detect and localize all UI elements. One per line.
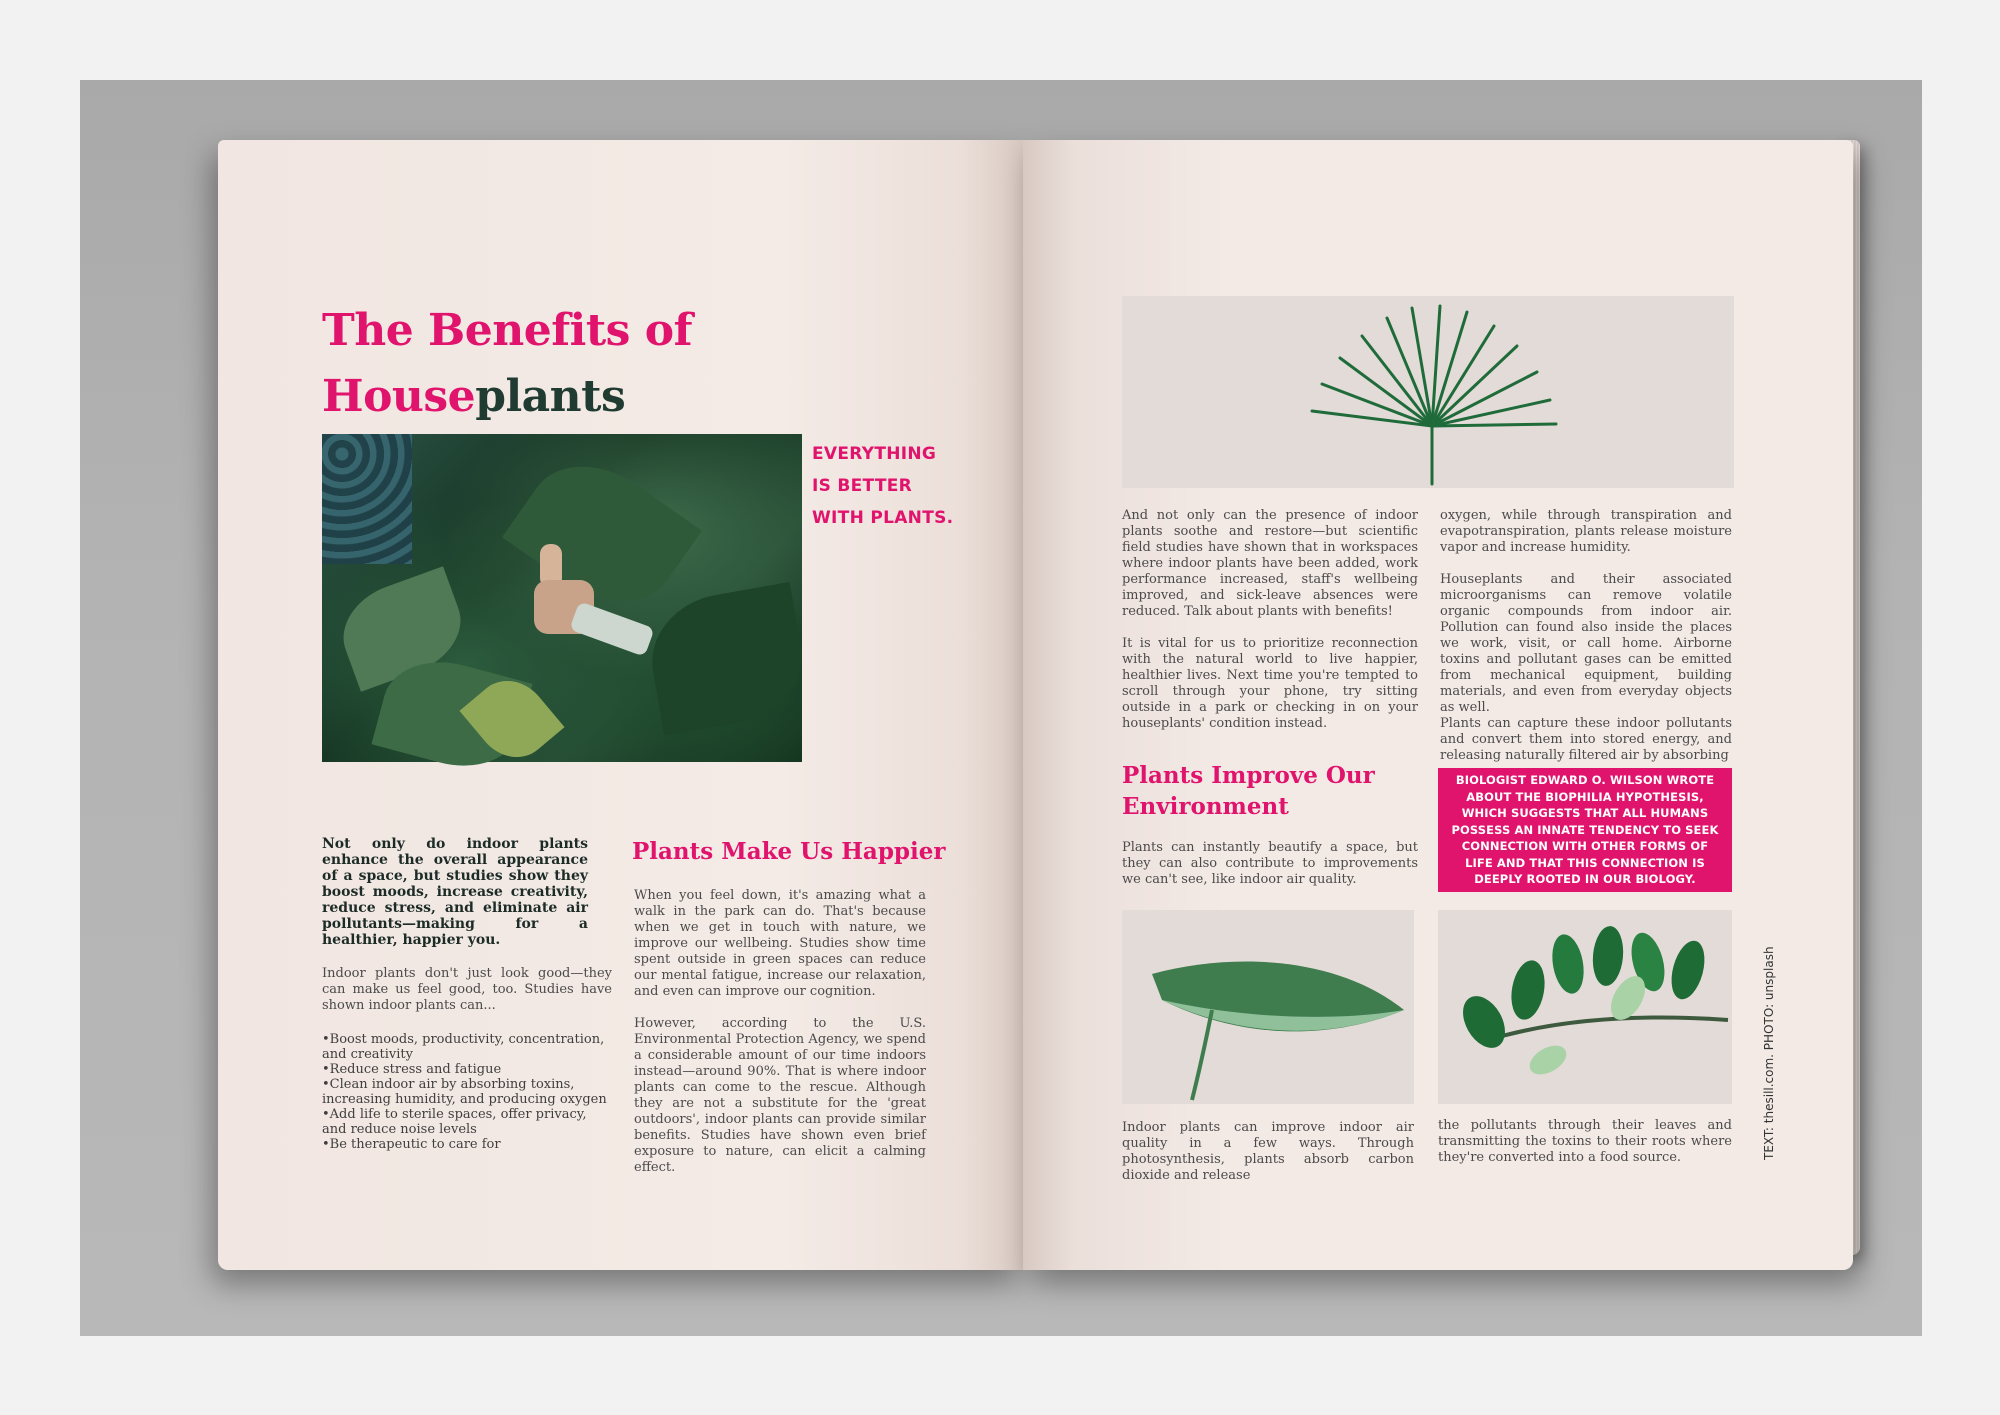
big-leaf-image [1122, 910, 1414, 1104]
hero-plant-photo [322, 434, 802, 762]
title-house: House [322, 371, 476, 422]
benefit-item: • Boost moods, productivity, concentration, and creativity [322, 1032, 612, 1062]
photo-credit: TEXT: thesill.com. PHOTO: unsplash [1762, 946, 1776, 1160]
wallpaper-pattern [322, 434, 412, 564]
title-line-1: The Benefits of [322, 305, 693, 356]
left-col2-text [634, 888, 926, 1192]
heading-happier: Plants Make Us Happier [632, 838, 946, 865]
benefit-item: • Clean indoor air by absorbing toxins, increasing humidity, and producing oxygen [322, 1077, 612, 1107]
paragraph: Houseplants and their associated microorganisms can remove volatile organic compounds from indoor air. Pollution can found also inside the places we work, visit, or call home. Airborne toxins and pollutant gases can be emitted from mechanical equipment, building materials, and even from everyday objects as well. [1440, 572, 1732, 715]
heading-environment: Plants Improve Our Environment [1122, 762, 1375, 820]
right-col1-text [1122, 508, 1418, 748]
leaf-shape [502, 439, 702, 629]
benefit-item: • Reduce stress and fatigue [322, 1062, 612, 1077]
title-plants: plants [475, 371, 626, 422]
right-col2-text [1440, 508, 1732, 780]
biophilia-callout: BIOLOGIST EDWARD O. WILSON WROTE ABOUT THE BIOPHILIA HYPOTHESIS, WHICH SUGGESTS THAT ALL HUMANS POSSESS AN INNATE TENDENCY TO SEEK CONNECTION WITH OTHER FORMS OF LIFE AND THAT THIS CONNECTION IS DEEPLY ROOTED IN OUR BIOLOGY. [1438, 768, 1732, 892]
tagline-line: IS BETTER [812, 476, 913, 496]
sleeve [569, 601, 654, 657]
branch-leaves-icon [1438, 910, 1732, 1104]
paragraph: oxygen, while through transpiration and evapotranspiration, plants release moisture vapor and increase humidity. [1440, 508, 1732, 555]
right-col1-para3: Plants can instantly beautify a space, but they can also contribute to improvements we can't see, like indoor air quality. [1122, 840, 1418, 887]
paragraph: However, according to the U.S. Environmental Protection Agency, we spend a considerable amount of our time indoors instead—around 90%. That is where indoor plants can come to the rescue. Although they are not a substitute for the 'great outdoors', indoor plants can provide similar benefits. Studies have shown even brief exposure to nature, can elicit a calming effect. [634, 1016, 926, 1175]
palm-leaf-icon [1122, 296, 1734, 488]
tagline [812, 438, 953, 534]
zz-plant-image [1438, 910, 1732, 1104]
tagline-line: WITH PLANTS. [812, 508, 954, 528]
tagline-line: EVERYTHING [812, 444, 937, 464]
article-title [322, 298, 692, 430]
intro-text: Not only do indoor plants enhance the overall appearance of a space, but studies show they boost moods, increase creativity, reduce stress, and eliminate air pollutants—making for a healthier, happier you. [322, 836, 588, 948]
leaf-shape [642, 582, 812, 736]
palm-leaf-image [1122, 296, 1734, 488]
right-col1-bottom: Indoor plants can improve indoor air quality in a few ways. Through photosynthesis, plants absorb carbon dioxide and release [1122, 1120, 1414, 1183]
right-col2-bottom: the pollutants through their leaves and transmitting the toxins to their roots where they're converted into a food source. [1438, 1118, 1732, 1165]
benefits-list [322, 1032, 612, 1152]
benefit-item: • Add life to sterile spaces, offer privacy, and reduce noise levels [322, 1107, 612, 1137]
title-line-2 [322, 364, 692, 430]
paragraph: When you feel down, it's amazing what a walk in the park can do. That's because when we get in touch with nature, we improve our wellbeing. Studies show time spent outside in green spaces can reduce our mental fatigue, increase our relaxation, and even can improve our cognition. [634, 888, 926, 999]
paragraph: It is vital for us to prioritize reconnection with the natural world to live happier, healthier lives. Next time you're tempted to scroll through your phone, try sitting outside in a park or checking in on your houseplants' condition instead. [1122, 636, 1418, 731]
left-col-paragraph: Indoor plants don't just look good—they can make us feel good, too. Studies have shown indoor plants can... [322, 966, 612, 1013]
leaf-icon [1122, 910, 1414, 1104]
benefit-item: • Be therapeutic to care for [322, 1137, 612, 1152]
paragraph: Plants can capture these indoor pollutants and convert them into stored energy, and releasing naturally filtered air by absorbing [1440, 716, 1732, 763]
paragraph: And not only can the presence of indoor plants soothe and restore—but scientific field studies have shown that in workspaces where indoor plants have been added, work performance increased, staff's wellbeing improved, and sick-leave absences were reduced. Talk about plants with benefits! [1122, 508, 1418, 619]
